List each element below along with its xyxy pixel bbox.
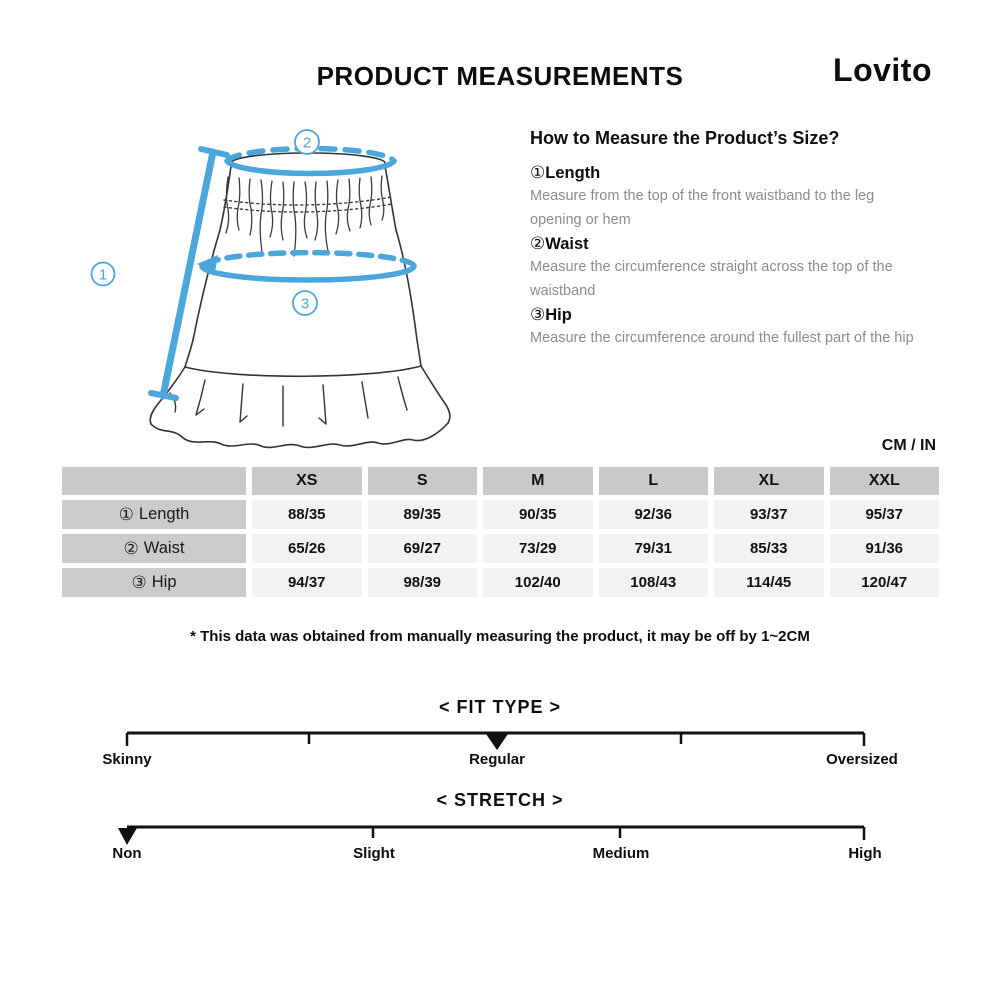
guide-desc-length: Measure from the top of the front waistband to the leg opening or hem xyxy=(530,188,875,228)
diagram-annotation-1 xyxy=(92,263,115,286)
circled-2-icon: ② xyxy=(530,234,546,253)
stretch-label-medium: Medium xyxy=(592,845,650,862)
guide-desc-waist: Measure the circumference straight across the top of the waistband xyxy=(530,259,893,299)
fit-type-scale xyxy=(100,725,900,753)
skirt-diagram xyxy=(55,115,525,455)
stretch-title: < STRETCH > xyxy=(436,790,564,810)
circled-1-icon: ① xyxy=(530,163,546,182)
fit-type-marker-icon xyxy=(486,734,508,750)
table-cell: 88/35 xyxy=(252,500,362,529)
table-cell: 95/37 xyxy=(830,500,940,529)
column-header-xl: XL xyxy=(714,467,824,495)
column-header-m: M xyxy=(483,467,593,495)
disclaimer-note: * This data was obtained from manually measuring the product, it may be off by 1~2CM xyxy=(190,628,810,645)
table-cell: 108/43 xyxy=(599,568,709,597)
fit-type-label-regular: Regular xyxy=(469,751,525,768)
column-header-l: L xyxy=(599,467,709,495)
table-cell: 91/36 xyxy=(830,534,940,563)
table-cell: 93/37 xyxy=(714,500,824,529)
table-cell: 89/35 xyxy=(368,500,478,529)
table-cell: 73/29 xyxy=(483,534,593,563)
guide-title: How to Measure the Product’s Size? xyxy=(530,128,840,148)
table-cell: 69/27 xyxy=(368,534,478,563)
diagram-annotation-2 xyxy=(295,130,319,154)
guide-desc-hip: Measure the circumference around the fullest part of the hip xyxy=(530,330,914,346)
stretch-marker-icon xyxy=(118,828,137,845)
circled-3-icon: ③ xyxy=(131,572,147,592)
column-header-xs: XS xyxy=(252,467,362,495)
guide-item-hip: ③Hip xyxy=(530,305,572,324)
stretch-label-slight: Slight xyxy=(353,845,395,862)
table-cell: 65/26 xyxy=(252,534,362,563)
circled-2-icon: ② xyxy=(123,538,139,558)
page-title: PRODUCT MEASUREMENTS xyxy=(316,61,684,91)
circled-3-icon: ③ xyxy=(530,305,546,324)
row-header-length: ① Length xyxy=(62,500,246,529)
stretch-label-non: Non xyxy=(112,845,142,862)
measure-guide xyxy=(530,128,930,351)
stretch-scale xyxy=(100,819,900,849)
table-corner-cell xyxy=(62,467,246,495)
annotation-1-label: 1 xyxy=(98,266,108,284)
diagram-annotation-3 xyxy=(293,291,317,315)
table-cell: 102/40 xyxy=(483,568,593,597)
size-table xyxy=(62,467,939,597)
guide-item-length: ①Length xyxy=(530,163,601,182)
column-header-xxl: XXL xyxy=(830,467,940,495)
row-header-hip: ③ Hip xyxy=(62,568,246,597)
units-label: CM / IN xyxy=(881,437,936,454)
fit-type-label-skinny: Skinny xyxy=(102,751,152,768)
table-cell: 92/36 xyxy=(599,500,709,529)
annotation-2-label: 2 xyxy=(302,134,312,152)
hip-measure-ellipse xyxy=(206,253,414,266)
fit-type-label-oversized: Oversized xyxy=(826,751,898,768)
table-cell: 98/39 xyxy=(368,568,478,597)
table-cell: 90/35 xyxy=(483,500,593,529)
table-cell: 79/31 xyxy=(599,534,709,563)
table-cell: 114/45 xyxy=(714,568,824,597)
row-header-waist: ② Waist xyxy=(62,534,246,563)
table-cell: 120/47 xyxy=(830,568,940,597)
fit-type-title: < FIT TYPE > xyxy=(438,697,562,717)
table-cell: 94/37 xyxy=(252,568,362,597)
table-cell: 85/33 xyxy=(714,534,824,563)
guide-item-waist: ②Waist xyxy=(530,234,589,253)
annotation-3-label: 3 xyxy=(300,295,310,313)
circled-1-icon: ① xyxy=(118,504,134,524)
stretch-label-high: High xyxy=(848,845,882,862)
column-header-s: S xyxy=(368,467,478,495)
shirring-lines xyxy=(224,176,392,256)
brand-logo: Lovito xyxy=(833,52,932,88)
